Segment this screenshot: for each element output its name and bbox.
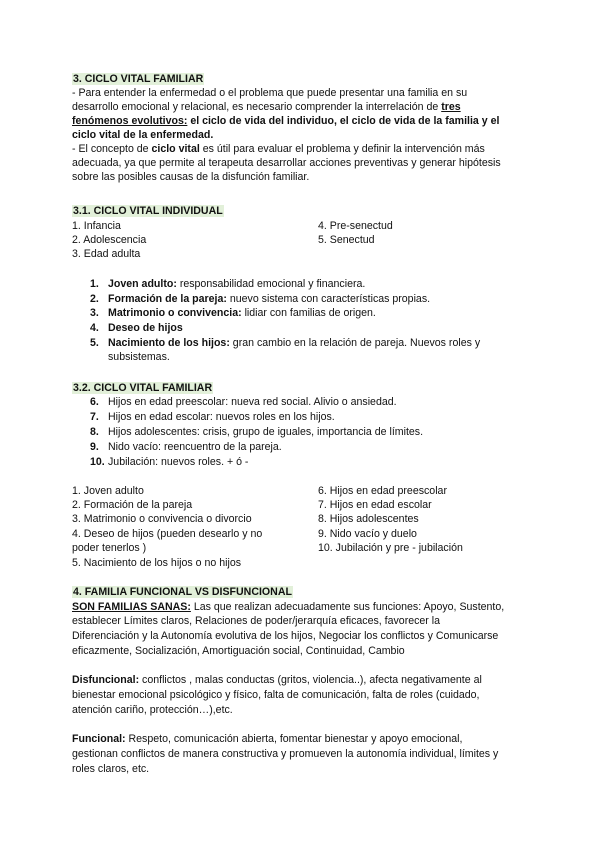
emphasis-tres: tres [441,101,461,113]
stage-summary-right-item: 7. Hijos en edad escolar [318,499,432,511]
numbered-list-item [90,321,183,335]
disfuncional-label: Disfuncional: [72,674,140,686]
stage-summary-right-item: 6. Hijos en edad preescolar [318,485,447,497]
list-number: 10. [90,456,105,468]
text-span: es útil para evaluar el problema y definir la intervención más [199,143,485,155]
section-3-heading: 3. CICLO VITAL FAMILIAR [73,73,204,85]
list-item-term: Formación de la pareja: [108,293,227,305]
text-span: conflictos , malas conductas (gritos, violencia..), afecta negativamente al [139,674,482,686]
emphasis-ciclos: el ciclo de vida del individuo, el ciclo de vida de la familia y el [187,115,500,127]
numbered-list-item [90,440,282,454]
stage-summary-left-item: 5. Nacimiento de los hijos o no hijos [72,557,242,569]
text-span: - El concepto de [72,143,152,155]
stage-summary-left-item: 3. Matrimonio o convivencia o divorcio [72,513,252,525]
stage-summary-left-item: poder tenerlos ) [72,542,147,554]
text-span: desarrollo emocional y relacional, es necesario comprender la interrelación de [72,101,442,113]
stage-list-left-item: 1. Infancia [72,220,121,232]
stage-summary-left-item: 4. Deseo de hijos (pueden desearlo y no [72,528,263,540]
list-item-term: Joven adulto: [108,278,177,290]
section-31-heading-line [72,204,224,218]
list-number: 3. [90,307,99,319]
emphasis-enfermedad: ciclo vital de la enfermedad. [72,129,214,141]
list-number: 7. [90,411,99,423]
list-item-desc: responsabilidad emocional y financiera. [176,278,366,290]
section-32-heading-line [72,381,213,395]
section-3-p2-line-3: sobre las posibles causas de la disfunción familiar. [72,171,310,183]
list-item-desc: gran cambio en la relación de pareja. Nuevos roles y [229,337,481,349]
section-3-p1-line-3 [72,114,499,128]
stage-summary-right-item: 9. Nido vacío y duelo [318,528,417,540]
section-32-heading: 3.2. CICLO VITAL FAMILIAR [73,382,213,394]
stage-summary-left-item: 2. Formación de la pareja [72,499,193,511]
stage-summary-right-item: 8. Hijos adolescentes [318,513,419,525]
list-number: 8. [90,426,99,438]
section-31-heading: 3.1. CICLO VITAL INDIVIDUAL [73,205,223,217]
section-4-heading-line [72,585,293,599]
section-4-heading: 4. FAMILIA FUNCIONAL VS DISFUNCIONAL [73,586,292,598]
list-number: 9. [90,441,99,453]
section-3-p1-line-2 [72,100,461,114]
list-item-text: Nido vacío: reencuentro de la pareja. [108,441,282,453]
disfuncional-line-3: atención cariño, protección…),etc. [72,704,233,716]
stage-list-left-item: 3. Edad adulta [72,248,141,260]
disfuncional-line-1 [72,673,482,687]
stage-list-left-item: 2. Adolescencia [72,234,147,246]
emphasis-ciclo-vital: ciclo vital [151,143,200,155]
funcional-line-2: gestionan conflictos de manera constructiva y promueven la autonomía individual, límites y [72,748,499,760]
section-3-p2-line-2: adecuada, ya que permite al terapeuta desarrollar acciones preventivas y generar hipótesis [72,157,501,169]
sanas-line-2: establecer Límites claros, Relaciones de poder/jerarquía eficaces, favorecer la [72,615,441,627]
list-item-text: Jubilación: nuevos roles. + ó - [108,456,249,468]
list-item-text: Hijos adolescentes: crisis, grupo de iguales, importancia de límites. [108,426,424,438]
sanas-label: SON FAMILIAS SANAS: [72,601,191,613]
list-number: 1. [90,278,99,290]
stage-summary-right-item: 10. Jubilación y pre - jubilación [318,542,463,554]
funcional-label: Funcional: [72,733,126,745]
stage-summary-left-item: 1. Joven adulto [72,485,144,497]
list-number: 4. [90,322,99,334]
numbered-list-item [90,455,248,469]
list-number: 2. [90,293,99,305]
numbered-list-item [90,292,430,306]
sanas-line-4: eficazmente, Socialización, Amortiguación social, Continuidad, Cambio [72,645,405,657]
list-item-term: Nacimiento de los hijos: [108,337,230,349]
numbered-list-item [90,306,376,320]
list-item-text: Hijos en edad escolar: nuevos roles en los hijos. [108,411,335,423]
numbered-list-item [90,395,397,409]
disfuncional-line-2: bienestar emocional psicológico y físico, falta de comunicación, falta de roles (cuidado, [72,689,480,701]
list-item-continuation: subsistemas. [108,351,170,363]
text-span: Respeto, comunicación abierta, fomentar bienestar y apoyo emocional, [125,733,463,745]
section-3-p1-line-1: - Para entender la enfermedad o el problema que puede presentar una familia en su [72,87,468,99]
list-number: 6. [90,396,99,408]
numbered-list-item [90,277,365,291]
stage-list-right-item: 4. Pre-senectud [318,220,393,232]
section-3-p1-line-4 [72,128,213,142]
list-item-term: Matrimonio o convivencia: [108,307,242,319]
list-item-desc: lidiar con familias de origen. [241,307,376,319]
list-number: 5. [90,337,99,349]
numbered-list-item [90,336,480,350]
list-item-desc: nuevo sistema con características propias. [226,293,431,305]
list-item-text: Hijos en edad preescolar: nueva red social. Alivio o ansiedad. [108,396,397,408]
section-3-heading-line [72,72,204,86]
list-item-term: Deseo de hijos [108,322,183,334]
funcional-line-3: roles claros, etc. [72,763,150,775]
stage-list-right-item: 5. Senectud [318,234,375,246]
numbered-list-item [90,425,423,439]
sanas-line-1 [72,600,504,614]
numbered-list-item [90,410,335,424]
text-span: Las que realizan adecuadamente sus funciones: Apoyo, Sustento, [190,601,505,613]
section-3-p2-line-1 [72,142,485,156]
sanas-line-3: Diferenciación y la Autonomía evolutiva de los hijos, Negociar los conflictos y Comunicarse [72,630,499,642]
emphasis-fenomenos: fenómenos evolutivos: [72,115,188,127]
funcional-line-1 [72,732,462,746]
